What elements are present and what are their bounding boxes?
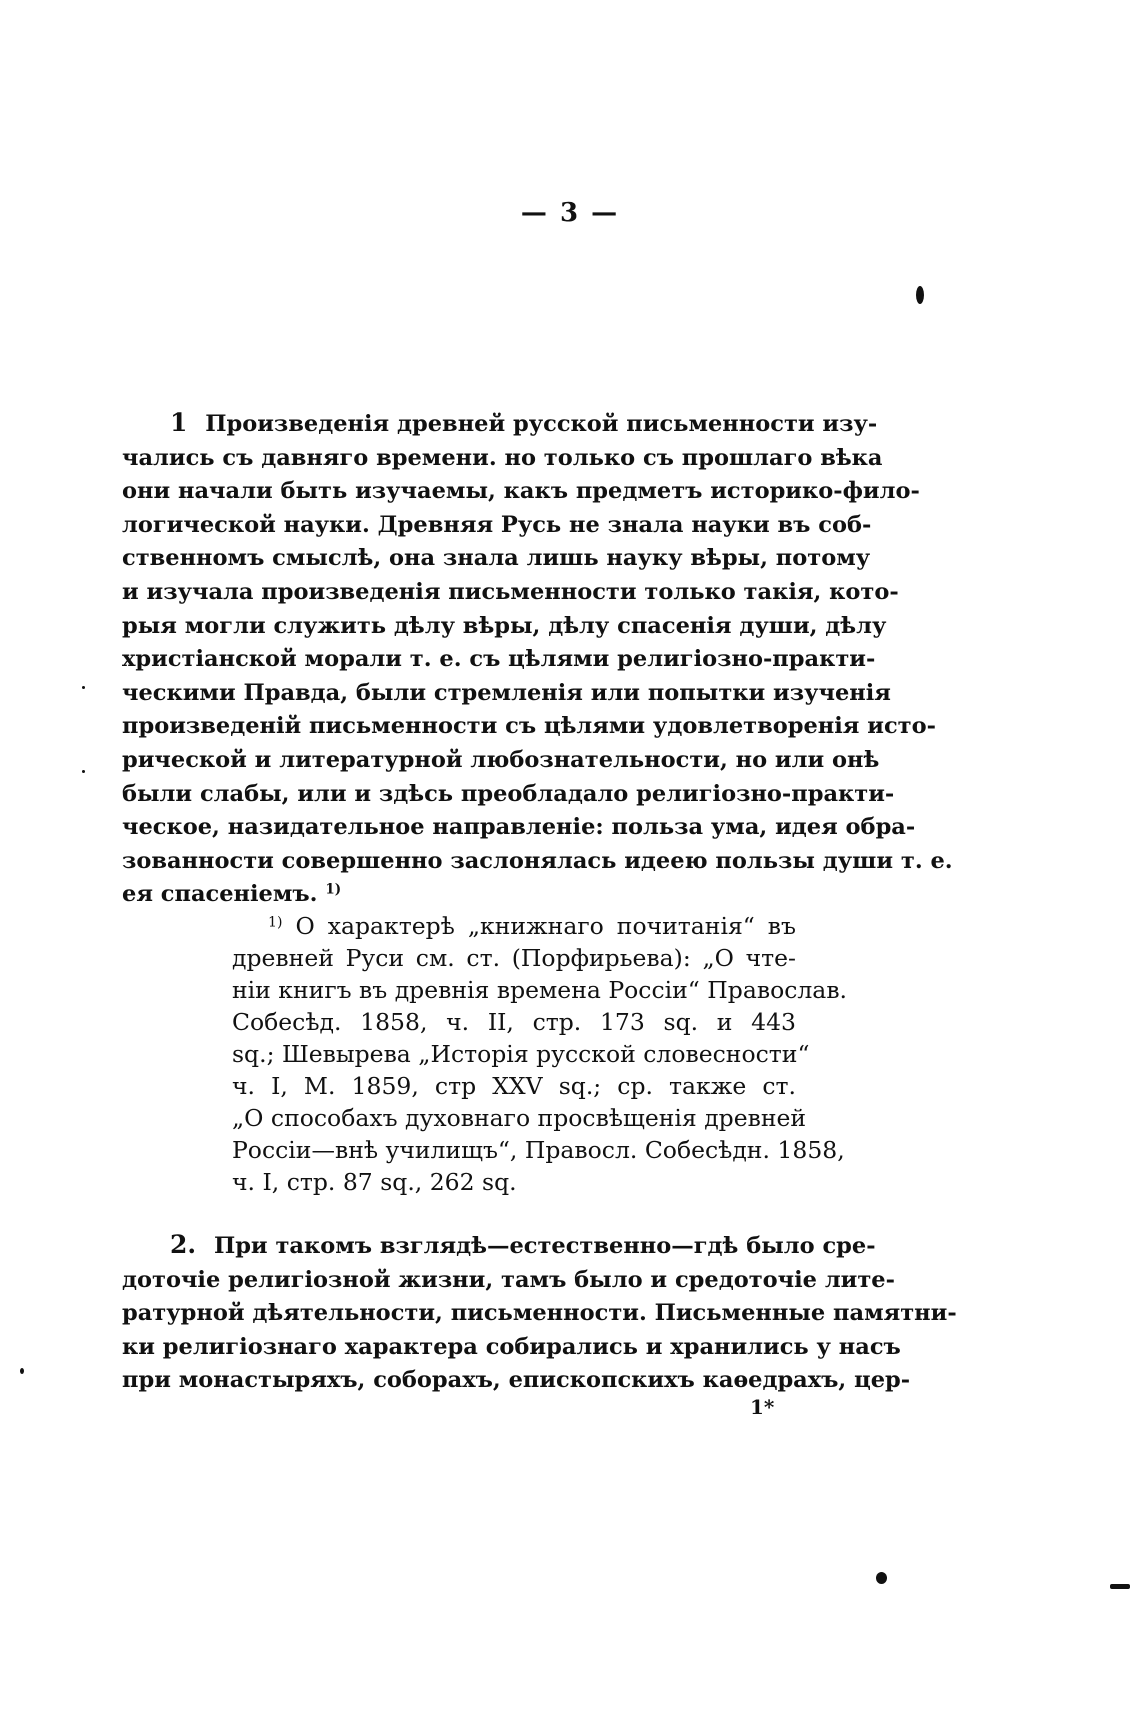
footnote-mark: 1): [268, 914, 283, 931]
footnote-line: $^{1)}$ О характерѣ „книжнаго почитанія“ въ: [268, 912, 796, 940]
scan-speck: [20, 1368, 24, 1374]
section-2: [122, 1228, 957, 1398]
section-number: 2.: [170, 1230, 197, 1259]
footnote-line: ч. I, М. 1859, стр XXV sq.; ср. также ст.: [232, 1072, 796, 1100]
scan-speck: [82, 770, 85, 773]
section-1-line: рыя могли служить дѣлу вѣры, дѣлу спасенія души, дѣлу: [122, 612, 887, 639]
section-1-line: логической науки. Древняя Русь не знала науки въ соб-: [122, 511, 872, 538]
page-number: — 3 —: [520, 198, 620, 228]
section-1-paragraph: [122, 406, 953, 912]
section-1-line: христіанской морали т. е. съ цѣлями религіозно-практи-: [122, 646, 876, 673]
section-1-line: ческое, назидательное направленіе: польза ума, идея обра-: [122, 814, 916, 841]
footnote-line: „О способахъ духовнаго просвѣщенія древней: [232, 1104, 807, 1132]
footnote-line: Собесѣд. 1858, ч. II, стр. 173 sq. и 443: [232, 1008, 796, 1036]
scan-speck: [876, 1572, 887, 1584]
section-1-line: были слабы, или и здѣсь преобладало религіозно-практи-: [122, 780, 895, 807]
section-2-line: доточіе религіозной жизни, тамъ было и средоточіе лите-: [122, 1266, 895, 1293]
section-2-line: 2. При такомъ взглядѣ—естественно—гдѣ было сре-: [170, 1230, 876, 1259]
footnote-line: ніи книгъ въ древнія времена Россіи“ Православ.: [232, 976, 848, 1004]
signature-mark: 1*: [750, 1395, 775, 1419]
section-1-line: произведеній письменности съ цѣлями удовлетворенія исто-: [122, 713, 936, 740]
section-2-line: ки религіознаго характера собирались и хранились у насъ: [122, 1333, 901, 1360]
section-1-line: чались съ давняго времени. но только съ прошлаго вѣка: [122, 444, 883, 471]
footnote-reference: 1): [325, 881, 342, 898]
footnote-line: древней Руси см. ст. (Порфирьева): „О чте-: [232, 944, 796, 972]
footnote-line: Россіи—внѣ училищъ“, Правосл. Собесѣдн. 1858,: [232, 1136, 845, 1164]
section-1-line: они начали быть изучаемы, какъ предметъ историко-фило-: [122, 478, 920, 505]
section-1-line: 1 Произведенія древней русской письменности изу-: [170, 408, 878, 437]
section-2-line: при монастыряхъ, соборахъ, епископскихъ каѳедрахъ, цер-: [122, 1367, 911, 1394]
section-2-line: ратурной дѣятельности, письменности. Письменные памятни-: [122, 1300, 957, 1327]
section-1-line: ческими Правда, были стремленія или попытки изученія: [122, 679, 891, 706]
section-1: [122, 406, 953, 912]
scan-speck: [82, 686, 85, 689]
footnote-line: sq.; Шевырева „Исторія русской словесности“: [232, 1040, 810, 1068]
footnote-paragraph: [232, 910, 848, 1198]
section-1-line: ея спасеніемъ. $^{1)}$: [122, 881, 342, 908]
footnote: [232, 910, 848, 1198]
footnote-line: ч. I, стр. 87 sq., 262 sq.: [232, 1168, 517, 1196]
section-1-line: и изучала произведенія письменности только такія, кото-: [122, 578, 899, 605]
section-1-line: ственномъ смыслѣ, она знала лишь науку вѣры, потому: [122, 545, 871, 572]
scan-speck: [916, 286, 924, 304]
section-number: 1: [170, 408, 188, 437]
section-1-line: зованности совершенно заслонялась идеею пользы души т. е.: [122, 847, 953, 874]
section-2-paragraph: [122, 1228, 957, 1398]
scan-speck: [1110, 1584, 1130, 1589]
section-1-line: рической и литературной любознательности, но или онѣ: [122, 746, 880, 773]
